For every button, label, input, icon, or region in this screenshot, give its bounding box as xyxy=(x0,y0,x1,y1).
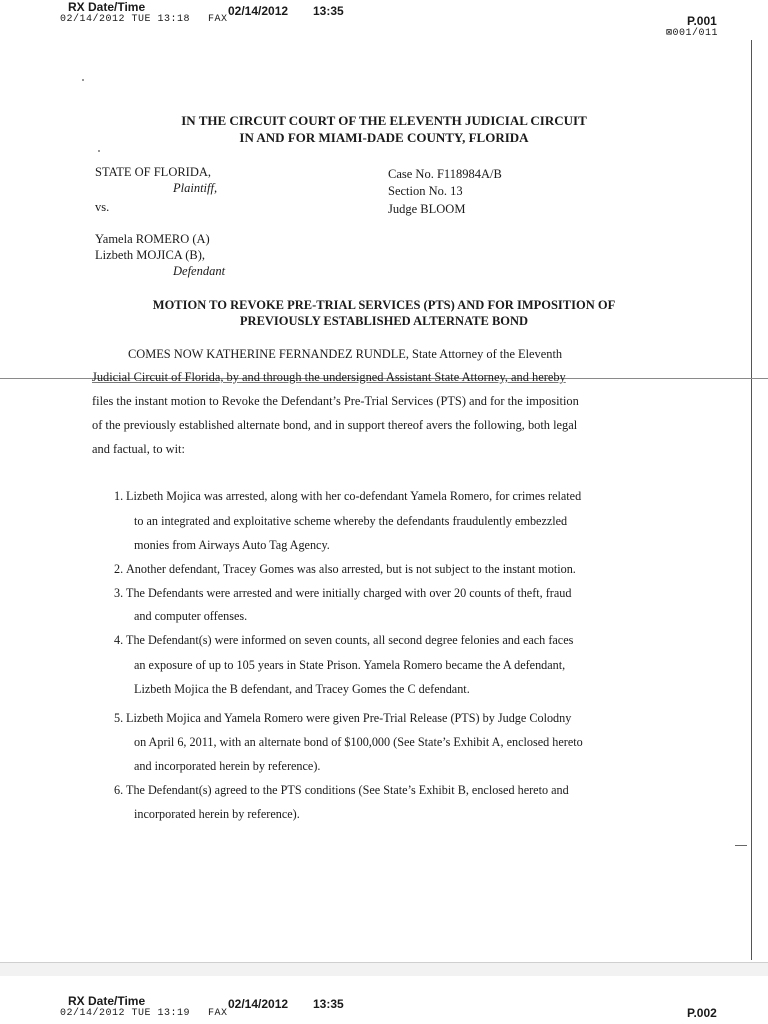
scan-speck xyxy=(98,150,100,152)
list-item-line: Another defendant, Tracey Gomes was also arrested, but is not subject to the instant motion. xyxy=(126,562,576,576)
plaintiff-name: STATE OF FLORIDA, xyxy=(95,165,212,179)
list-item-line: Lizbeth Mojica the B defendant, and Tracey Gomes the C defendant. xyxy=(134,682,470,696)
fax-word: FAX xyxy=(208,14,228,25)
list-item-line: and incorporated herein by reference). xyxy=(134,759,321,773)
list-item-line: The Defendants were arrested and were initially charged with over 20 counts of theft, fraud xyxy=(126,586,572,600)
page-label: P.001 xyxy=(687,14,717,28)
rx-date: 02/14/2012 xyxy=(228,4,289,18)
rx-time-page2: 13:35 xyxy=(313,997,344,1011)
page-label-page2: P.002 xyxy=(687,1006,717,1020)
rx-time: 13:35 xyxy=(313,4,344,18)
rx-date-time-label-page2: RX Date/Time xyxy=(68,994,146,1008)
intro-line: COMES NOW KATHERINE FERNANDEZ RUNDLE, State Attorney of the Eleventh xyxy=(128,347,563,361)
case-number: Case No. F118984A/B xyxy=(388,167,502,181)
list-item-line: The Defendant(s) were informed on seven counts, all second degree felonies and each faces xyxy=(126,633,574,647)
rx-date-time-label: RX Date/Time xyxy=(68,0,146,14)
list-item-line: The Defendant(s) agreed to the PTS conditions (See State’s Exhibit B, enclosed hereto and xyxy=(126,783,569,797)
defendant-b: Lizbeth MOJICA (B), xyxy=(95,248,206,262)
fax-word-page2: FAX xyxy=(208,1008,228,1019)
page-count: ⊠001/011 xyxy=(666,28,719,39)
versus: vs. xyxy=(95,200,110,214)
list-item-number: 5. xyxy=(114,711,124,725)
list-item-line: an exposure of up to 105 years in State Prison. Yamela Romero became the A defendant, xyxy=(134,658,566,672)
list-item-number: 4. xyxy=(114,633,124,647)
plaintiff-role: Plaintiff, xyxy=(173,181,218,195)
intro-line: and factual, to wit: xyxy=(92,442,185,456)
judge-name: Judge BLOOM xyxy=(388,202,466,216)
list-item-number: 1. xyxy=(114,489,124,503)
list-item-line: on April 6, 2011, with an alternate bond of $100,000 (See State’s Exhibit A, enclosed hereto xyxy=(134,735,583,749)
intro-line: of the previously established alternate bond, and in support thereof avers the following, both legal xyxy=(92,418,578,432)
rx-date-page2: 02/14/2012 xyxy=(228,997,289,1011)
page-break xyxy=(0,962,768,976)
scan-speck xyxy=(82,79,84,81)
list-item-line: Lizbeth Mojica and Yamela Romero were given Pre-Trial Release (PTS) by Judge Colodny xyxy=(126,711,572,725)
court-title-line2: IN AND FOR MIAMI-DADE COUNTY, FLORIDA xyxy=(239,130,529,145)
page-break-edge xyxy=(0,962,768,963)
list-item-number: 6. xyxy=(114,783,124,797)
list-item-line: monies from Airways Auto Tag Agency. xyxy=(134,538,330,552)
defendant-role: Defendant xyxy=(173,264,226,278)
transmit-stamp: 02/14/2012 TUE 13:18 xyxy=(60,14,191,25)
list-item-line: to an integrated and exploitative scheme whereby the defendants fraudulently embezzled xyxy=(134,514,568,528)
motion-title-line2: PREVIOUSLY ESTABLISHED ALTERNATE BOND xyxy=(239,314,529,328)
defendant-a: Yamela ROMERO (A) xyxy=(95,232,210,246)
section-number: Section No. 13 xyxy=(388,184,463,198)
transmit-stamp-page2: 02/14/2012 TUE 13:19 xyxy=(60,1008,191,1019)
list-item-line: incorporated herein by reference). xyxy=(134,807,300,821)
scan-tick-mark xyxy=(735,845,747,846)
list-item-line: Lizbeth Mojica was arrested, along with her co-defendant Yamela Romero, for crimes related xyxy=(126,489,582,503)
list-item-number: 2. xyxy=(114,562,124,576)
court-title-line1: IN THE CIRCUIT COURT OF THE ELEVENTH JUDICIAL CIRCUIT xyxy=(181,113,587,128)
scan-edge-line xyxy=(751,40,752,960)
motion-title-line1: MOTION TO REVOKE PRE-TRIAL SERVICES (PTS) AND FOR IMPOSITION OF xyxy=(152,298,616,312)
intro-line: files the instant motion to Revoke the Defendant’s Pre-Trial Services (PTS) and for the imposition xyxy=(92,394,579,408)
list-item-number: 3. xyxy=(114,586,124,600)
list-item-line: and computer offenses. xyxy=(134,609,248,623)
intro-line: Judicial Circuit of Florida, by and through the undersigned Assistant State Attorney, and hereby xyxy=(92,370,566,384)
